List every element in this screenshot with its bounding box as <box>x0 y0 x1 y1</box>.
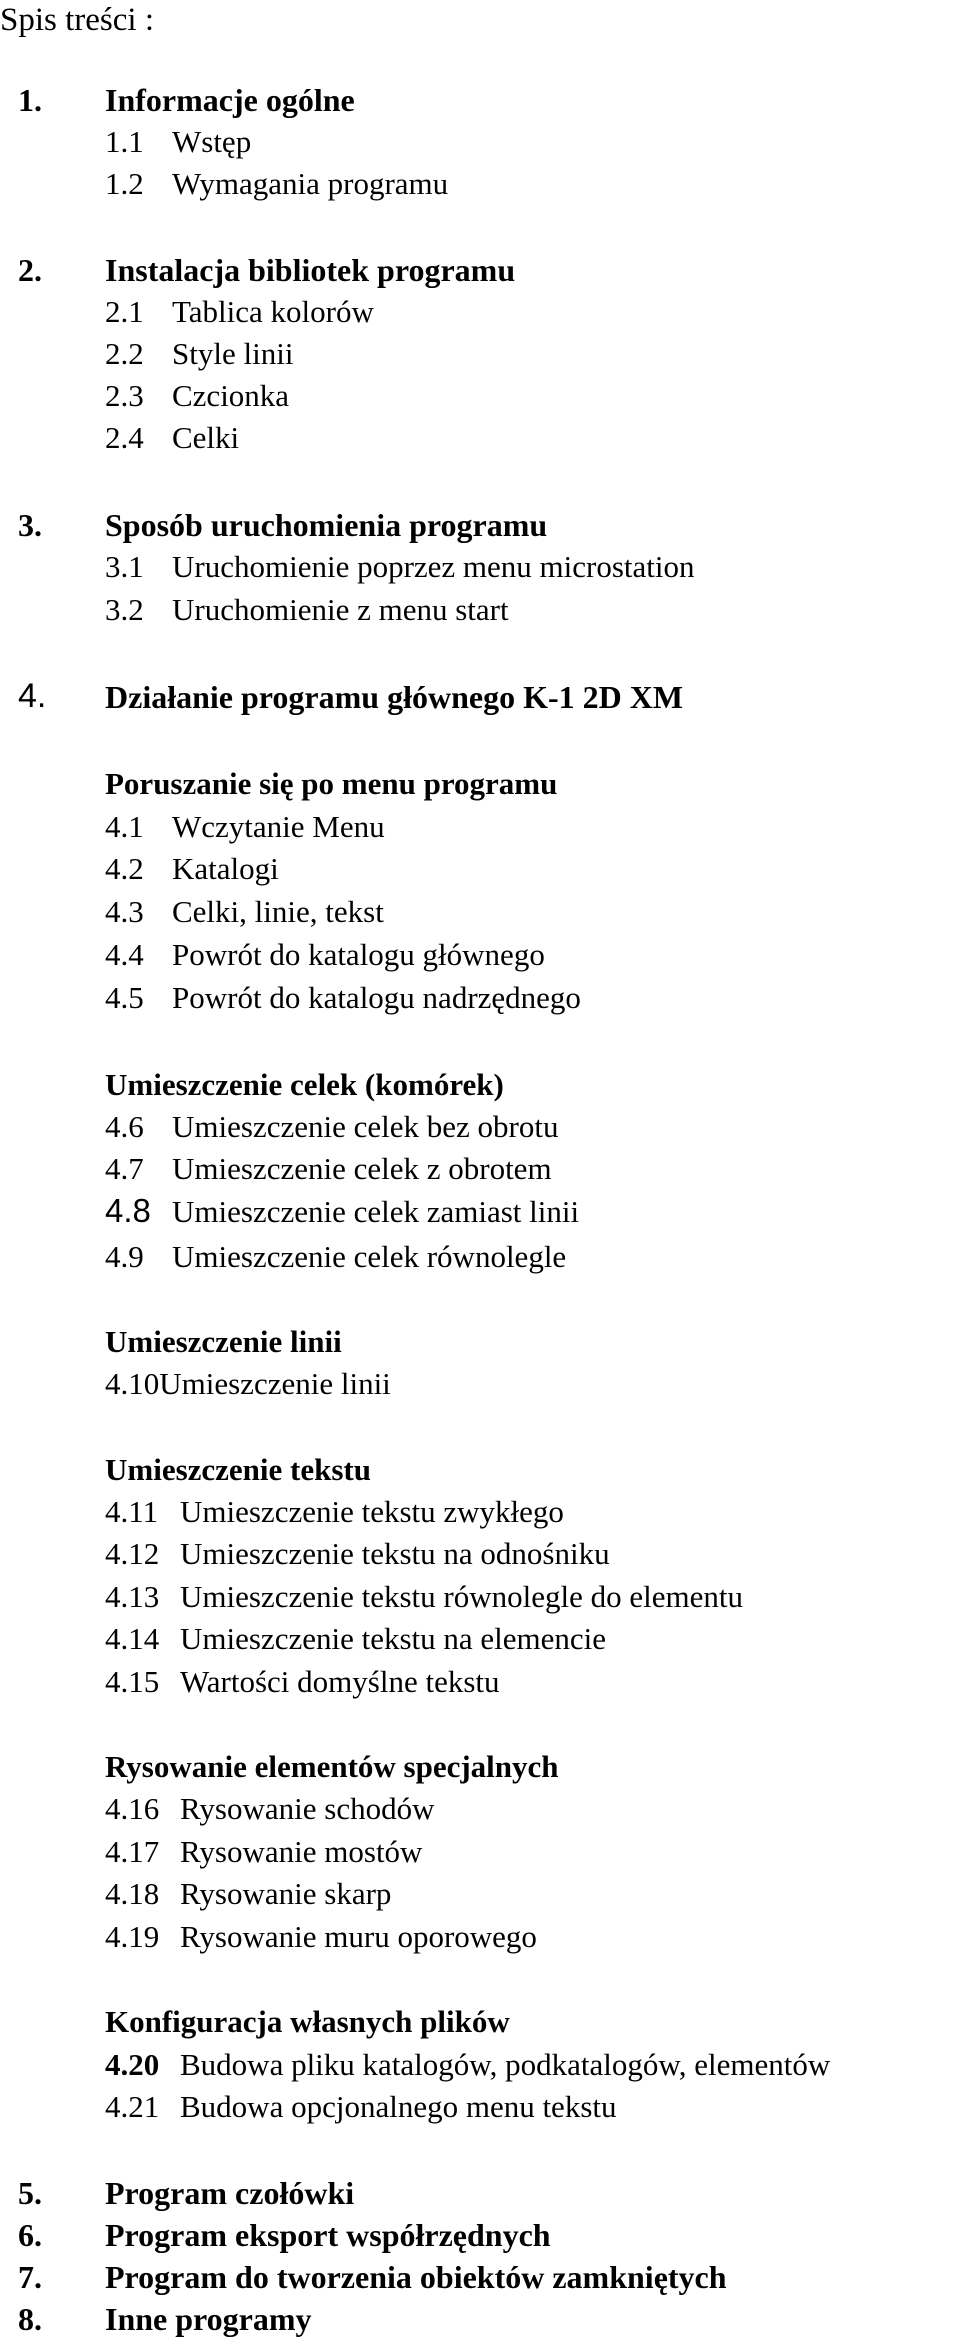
item-number-and-title: 4.10Umieszczenie linii <box>105 1366 391 1401</box>
chapter-title: Sposób uruchomienia programu <box>105 507 548 543</box>
item-number: 4.17 <box>105 1834 160 1869</box>
item-title: Umieszczenie celek bez obrotu <box>172 1109 559 1144</box>
item-number: 4.4 <box>105 937 144 972</box>
item-title: Umieszczenie tekstu zwykłego <box>180 1494 564 1529</box>
section-title: Poruszanie się po menu programu <box>105 766 558 801</box>
item-number: 1.1 <box>105 124 144 159</box>
item-number: 2.1 <box>105 294 144 329</box>
item-number: 4.8 <box>105 1192 151 1229</box>
item-title: Celki <box>172 420 240 455</box>
item-title: Katalogi <box>172 851 279 886</box>
chapter-number: 1. <box>18 82 42 118</box>
chapter-number: 5. <box>18 2175 42 2211</box>
toc-title: Spis treści : <box>0 2 154 38</box>
item-number: 4.12 <box>105 1536 160 1571</box>
item-title: Wstęp <box>172 124 252 159</box>
item-title: Umieszczenie celek równolegle <box>172 1239 567 1274</box>
item-number: 4.2 <box>105 851 144 886</box>
item-title: Powrót do katalogu głównego <box>172 937 545 972</box>
chapter-title: Program do tworzenia obiektów zamkniętych <box>105 2259 727 2295</box>
chapter-number: 2. <box>18 252 42 288</box>
item-title: Budowa opcjonalnego menu tekstu <box>180 2089 617 2124</box>
section-title: Rysowanie elementów specjalnych <box>105 1749 559 1784</box>
chapter-number: 6. <box>18 2217 42 2253</box>
item-number: 4.16 <box>105 1791 160 1826</box>
chapter-number: 7. <box>18 2259 42 2295</box>
chapter-title: Działanie programu głównego K-1 2D XM <box>105 679 684 715</box>
item-title: Uruchomienie z menu start <box>172 592 509 627</box>
item-number: 4.21 <box>105 2089 160 2124</box>
item-title: Rysowanie muru oporowego <box>180 1919 537 1954</box>
chapter-title: Inne programy <box>105 2301 312 2337</box>
item-number: 4.13 <box>105 1579 160 1614</box>
section-title: Umieszczenie celek (komórek) <box>105 1067 504 1102</box>
chapter-title: Instalacja bibliotek programu <box>105 252 516 288</box>
item-title: Umieszczenie celek zamiast linii <box>172 1194 580 1229</box>
item-number: 2.2 <box>105 336 144 371</box>
item-title: Wartości domyślne tekstu <box>180 1664 500 1699</box>
section-title: Umieszczenie linii <box>105 1324 342 1359</box>
item-title: Rysowanie mostów <box>180 1834 423 1869</box>
item-title: Umieszczenie tekstu równolegle do elementu <box>180 1579 743 1614</box>
item-number: 4.15 <box>105 1664 160 1699</box>
chapter-number: 4. <box>18 677 47 715</box>
item-title: Wczytanie Menu <box>172 809 385 844</box>
chapter-title: Informacje ogólne <box>105 82 355 118</box>
item-number: 4.20 <box>105 2047 160 2082</box>
item-title: Umieszczenie tekstu na elemencie <box>180 1621 607 1656</box>
item-number: 4.1 <box>105 809 144 844</box>
item-title: Czcionka <box>172 378 290 413</box>
item-title: Uruchomienie poprzez menu microstation <box>172 549 695 584</box>
item-number: 1.2 <box>105 166 144 201</box>
item-title: Celki, linie, tekst <box>172 894 384 929</box>
item-title: Style linii <box>172 336 294 371</box>
item-number: 4.14 <box>105 1621 160 1656</box>
chapter-title: Program eksport współrzędnych <box>105 2217 551 2253</box>
item-number: 4.7 <box>105 1151 144 1186</box>
chapter-number: 3. <box>18 507 42 543</box>
item-title: Budowa pliku katalogów, podkatalogów, elementów <box>180 2047 831 2082</box>
item-number: 4.18 <box>105 1876 160 1911</box>
item-number: 3.1 <box>105 549 144 584</box>
item-title: Rysowanie skarp <box>180 1876 392 1911</box>
item-title: Wymagania programu <box>172 166 449 201</box>
item-title: Umieszczenie celek z obrotem <box>172 1151 552 1186</box>
item-number: 2.3 <box>105 378 144 413</box>
item-title: Tablica kolorów <box>172 294 374 329</box>
chapter-number: 8. <box>18 2301 42 2337</box>
item-number: 3.2 <box>105 592 144 627</box>
item-title: Umieszczenie tekstu na odnośniku <box>180 1536 610 1571</box>
section-title: Konfiguracja własnych plików <box>105 2004 510 2039</box>
item-number: 4.3 <box>105 894 144 929</box>
chapter-title: Program czołówki <box>105 2175 355 2211</box>
item-number: 4.6 <box>105 1109 144 1144</box>
item-title: Rysowanie schodów <box>180 1791 435 1826</box>
item-number: 4.5 <box>105 980 144 1015</box>
item-number: 4.19 <box>105 1919 160 1954</box>
item-number: 4.9 <box>105 1239 144 1274</box>
item-number: 2.4 <box>105 420 144 455</box>
item-number: 4.11 <box>105 1494 159 1529</box>
section-title: Umieszczenie tekstu <box>105 1452 371 1487</box>
item-title: Powrót do katalogu nadrzędnego <box>172 980 581 1015</box>
